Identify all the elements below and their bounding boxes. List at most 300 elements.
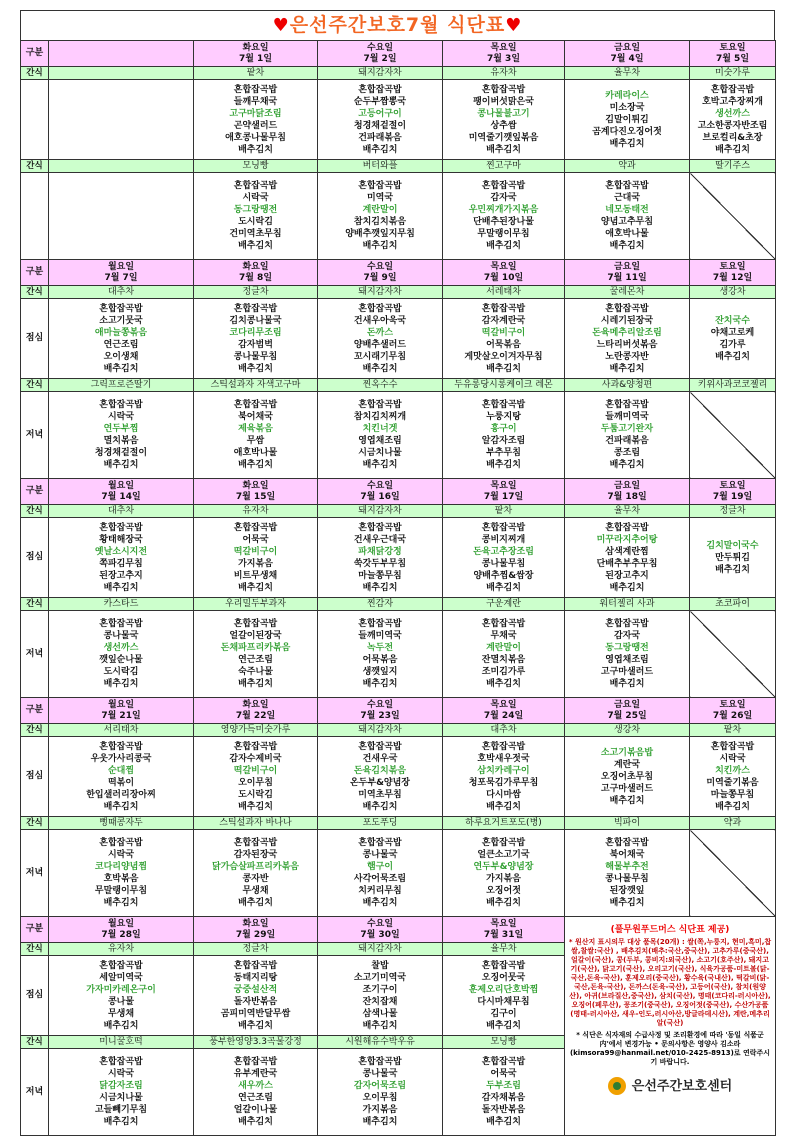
day-header-cell (318, 698, 443, 724)
dish-item: 누룽지탕 (486, 412, 521, 422)
weekday-label: 목요일 (490, 918, 517, 929)
dish-item: 만두튀김 (715, 552, 750, 563)
dinner-row (21, 611, 776, 698)
dish-item: 단배추부추무침 (596, 558, 658, 569)
snack-cell: 모닝빵 (443, 1036, 565, 1049)
dish-item: 배추김치 (609, 138, 645, 149)
date-label: 7월 25일 (607, 710, 647, 721)
meal-cell (194, 80, 318, 160)
dish-item: 오이무침 (362, 1093, 398, 1103)
weekday-label: 금요일 (613, 42, 641, 53)
dish-item: 배추김치 (238, 144, 273, 155)
date-label: 7월 23일 (360, 710, 400, 721)
snack-cell: 영양가득미숫가루 (194, 724, 318, 737)
dish-item: 감자국 (613, 631, 641, 641)
weekday-label: 월요일 (107, 261, 135, 272)
dish-item: 애마늘쫑볶음 (94, 327, 148, 338)
dish-item: 혼합잡곡밥 (358, 522, 402, 533)
heart-icon: ♥ (272, 15, 290, 36)
weekday-label: 목요일 (490, 699, 517, 710)
weekday-label: 토요일 (719, 480, 746, 491)
dish-item: 어묵볶음 (486, 339, 521, 350)
day-header-cell (690, 698, 776, 724)
snack-cell: 미니꿀호떡 (49, 1036, 194, 1049)
day-header-cell (443, 698, 565, 724)
dish-item: 혼합잡곡밥 (233, 960, 278, 971)
row-label: 저녁 (21, 611, 49, 698)
meal-cell (443, 80, 565, 160)
day-header-cell (443, 479, 565, 505)
dish-item: 콩조림 (613, 448, 641, 458)
logo-icon (608, 1077, 626, 1095)
dish-item: 두부조림 (486, 1081, 521, 1091)
dish-item: 생깻잎지 (362, 667, 398, 677)
dish-item: 꼬시래기무침 (353, 351, 407, 362)
dish-item: 시금치나물 (358, 448, 402, 458)
dish-item: 닭감자조림 (99, 1081, 143, 1091)
dish-item: 소고기뭇국 (99, 315, 143, 326)
meal-cell (443, 737, 565, 817)
dish-item: 배추김치 (238, 801, 273, 812)
dish-item: 혼합잡곡밥 (99, 741, 143, 752)
meal-cell (49, 956, 194, 1036)
dish-item: 콩나물 (107, 996, 135, 1007)
weekday-label: 수요일 (366, 261, 394, 272)
dish-item: 배추김치 (486, 241, 521, 251)
dish-item: 마늘쫑무침 (358, 570, 402, 581)
weekday-label: 월요일 (107, 480, 135, 491)
notice-box (565, 917, 776, 1136)
dish-item: 감자국 (490, 193, 517, 203)
meal-cell (49, 299, 194, 379)
day-header-cell (443, 260, 565, 286)
dish-item: 혼합잡곡밥 (99, 838, 143, 848)
dish-item: 배추김치 (609, 363, 645, 374)
dish-item: 콩나물무침 (233, 351, 278, 362)
dish-item: 조미김가루 (481, 667, 526, 677)
dish-item: 혼합잡곡밥 (481, 741, 526, 752)
dish-item: 치커리무침 (358, 886, 402, 896)
row-label: 점심 (21, 518, 49, 598)
meal-cell (690, 737, 776, 817)
snack-cell: 스틱설과자 자색고구마 (194, 379, 318, 392)
dish-item: 북어채국 (609, 850, 645, 860)
snack-cell: 돼지감자차 (318, 67, 443, 80)
dish-item: 배추김치 (362, 363, 398, 374)
day-header-cell (565, 260, 690, 286)
dish-item: 녹두전 (366, 643, 394, 653)
notice-footnote: * 식단은 식자재의 수급사정 및 조리환경에 따라 '동일 식품군 内'에서 변경가능 • 문의사항은 영양사 김소라 (kimsora99@hanmail.net/010-2425-8913)로 연락주시기 바랍니다. (569, 1031, 771, 1066)
meal-cell (49, 737, 194, 817)
weekday-label: 토요일 (719, 261, 746, 272)
weekday-label: 수요일 (366, 480, 394, 491)
empty-cell (690, 392, 776, 479)
dish-item: 배추김치 (486, 898, 521, 908)
dish-item: 삼치카레구이 (477, 765, 530, 776)
meal-cell (49, 830, 194, 917)
snack-row (21, 724, 776, 737)
dish-item: 배추김치 (103, 460, 139, 470)
dish-item: 잔치잡채 (362, 996, 398, 1007)
dish-item: 배추김치 (486, 679, 521, 689)
dish-item: 곰계다진오징어젓 (592, 126, 662, 137)
meal-cell (49, 518, 194, 598)
dish-item: 혼합잡곡밥 (99, 303, 143, 314)
date-label: 7월 19일 (712, 491, 753, 502)
snack-cell: 사과&양청편 (565, 379, 690, 392)
logo-text: 은선주간보호센터 (631, 1078, 733, 1094)
meal-cell (49, 1049, 194, 1136)
dish-item: 떡갈비구이 (233, 765, 278, 776)
row-label: 간식 (21, 598, 49, 611)
dish-item: 우웃가사리콩국 (90, 753, 152, 764)
meal-cell (318, 611, 443, 698)
dish-item: 돈육고추장조림 (473, 546, 534, 557)
snack-cell: 우리밀두부과자 (194, 598, 318, 611)
dish-item: 한입샐러리장아찌 (86, 789, 156, 800)
week-header-row (21, 260, 776, 286)
dish-item: 돈채파프리카볶음 (220, 643, 291, 653)
dish-item: 배추김치 (486, 144, 521, 155)
dish-item: 애호박나물 (233, 448, 278, 458)
dish-item: 코다리무조림 (229, 327, 282, 338)
snack-cell: 대추차 (49, 286, 194, 299)
dish-item: 배추김치 (362, 241, 398, 251)
dish-item: 청경채겉절이 (353, 120, 407, 131)
dish-item: 혼합잡곡밥 (710, 84, 755, 95)
dish-item: 콩나물국 (362, 850, 398, 860)
dish-item: 혼합잡곡밥 (481, 619, 526, 629)
snack-cell: 빅파이 (565, 817, 690, 830)
dish-item: 배추김치 (103, 363, 139, 374)
dish-item: 배추김치 (609, 795, 645, 806)
dish-item: 혼합잡곡밥 (233, 838, 278, 848)
dish-item: 돈까스 (366, 327, 394, 338)
notice-title: (풀무원푸드머스 식단표 제공) (610, 925, 730, 935)
snack-cell: 약과 (565, 160, 690, 173)
dish-item: 콩자반 (242, 874, 269, 884)
dish-item: 계란말이 (486, 643, 521, 653)
dish-item: 콩비지찌개 (481, 534, 526, 545)
dish-item: 배추김치 (715, 351, 750, 362)
dish-item: 혼합잡곡밥 (710, 741, 755, 752)
row-label: 간식 (21, 67, 49, 80)
snack-cell: 정글차 (194, 943, 318, 956)
weekday-label: 화요일 (242, 42, 269, 53)
dish-item: 우민찌개가지볶음 (468, 205, 539, 215)
snack-row (21, 379, 776, 392)
dish-item: 네모동태전 (605, 205, 649, 215)
dish-item: 오이생채 (103, 351, 139, 362)
dish-item: 얼갈이된장국 (229, 631, 282, 641)
dish-item: 배추김치 (103, 582, 139, 593)
dish-item: 참치김치찌개 (353, 412, 407, 422)
lunch-row (21, 737, 776, 817)
row-label: 간식 (21, 724, 49, 737)
dish-item: 혼합잡곡밥 (605, 522, 649, 533)
dish-item: 콩나물국 (103, 631, 139, 641)
dish-item: 계란말이 (362, 205, 398, 215)
dish-item: 떡갈비구이 (233, 546, 278, 557)
dish-item: 혼합잡곡밥 (481, 84, 526, 95)
meal-cell (690, 299, 776, 379)
weekday-label: 목요일 (490, 480, 517, 491)
date-label: 7월 11일 (607, 272, 647, 283)
date-label: 7월 8일 (238, 272, 273, 283)
dish-item: 미역초무침 (358, 789, 402, 800)
dish-item: 고소한콩자반조림 (697, 120, 768, 131)
snack-cell: 모닝빵 (194, 160, 318, 173)
dish-item: 오이무침 (238, 777, 273, 788)
meal-cell (565, 392, 690, 479)
row-label: 점심 (21, 956, 49, 1036)
weekday-label: 화요일 (242, 918, 269, 929)
lunch-row (21, 80, 776, 160)
date-label: 7월 5일 (715, 53, 750, 64)
date-label: 7월 3일 (486, 53, 521, 64)
dish-item: 배추김치 (238, 582, 273, 593)
dish-item: 배추김치 (238, 1117, 273, 1127)
dish-item: 미역줄기볶음 (706, 777, 759, 788)
dish-item: 시락국 (719, 753, 746, 764)
date-label: 7월 10일 (483, 272, 524, 283)
dish-item: 유부계란국 (233, 1069, 278, 1079)
meal-cell (49, 80, 194, 160)
meal-cell (318, 518, 443, 598)
dish-item: 오징어뭇국 (481, 972, 526, 983)
dish-item: 미역줄기깻잎볶음 (468, 132, 539, 143)
dish-item: 혼합잡곡밥 (481, 181, 526, 191)
dish-item: 감자어묵조림 (353, 1081, 407, 1091)
snack-cell: 율무차 (565, 67, 690, 80)
snack-cell: 돼지감자차 (318, 505, 443, 518)
dish-item: 시락국 (107, 412, 135, 422)
dish-item: 혼합잡곡밥 (481, 522, 526, 533)
dish-item: 동그랑땡전 (605, 643, 649, 653)
dish-item: 치킨너겟 (362, 424, 398, 434)
dish-item: 가자미카레온구이 (86, 984, 156, 995)
dish-item: 고구마샐러드 (600, 783, 654, 794)
dish-item: 애호박나물 (605, 229, 649, 239)
snack-cell: 그릭프로즌딸기 (49, 379, 194, 392)
dish-item: 제육볶음 (238, 424, 273, 434)
dish-item: 연근조림 (238, 655, 273, 665)
dish-item: 건새우아욱국 (353, 315, 407, 326)
meal-cell (443, 956, 565, 1036)
dish-item: 양배추샐러드 (353, 339, 407, 350)
week-header-row (21, 479, 776, 505)
dish-item: 햄구이 (366, 862, 394, 872)
dish-item: 비트무생채 (233, 570, 278, 581)
dish-item: 북어채국 (238, 412, 273, 422)
dish-item: 연두부찜 (103, 424, 139, 434)
meal-cell (690, 518, 776, 598)
dish-item: 콩나물무침 (481, 558, 526, 569)
dish-item: 삼색계란찜 (605, 546, 649, 557)
row-label: 구분 (21, 917, 49, 943)
dish-item: 배추김치 (362, 898, 398, 908)
weekday-label: 토요일 (719, 42, 746, 53)
lunch-row (21, 299, 776, 379)
dish-item: 혼합잡곡밥 (605, 619, 649, 629)
dish-item: 감자계란국 (481, 315, 526, 326)
dish-item: 계란국 (613, 759, 641, 770)
dish-item: 배추김치 (715, 144, 750, 155)
dish-item: 참치김치볶음 (353, 217, 407, 227)
meal-cell (194, 611, 318, 698)
dish-item: 생선까스 (715, 108, 750, 119)
snack-cell: 율무차 (565, 505, 690, 518)
dish-item: 소고기미역국 (353, 972, 407, 983)
dish-item: 혼합잡곡밥 (233, 181, 278, 191)
meal-cell (443, 1049, 565, 1136)
dish-item: 혼합잡곡밥 (99, 960, 143, 971)
dish-item: 도시락김 (238, 217, 273, 227)
day-header-cell (690, 260, 776, 286)
date-label: 7월 29일 (235, 929, 276, 940)
day-header-cell (690, 479, 776, 505)
dish-item: 옛날소시지전 (94, 546, 148, 557)
snack-cell: 딸기주스 (690, 160, 776, 173)
dish-item: 배추김치 (362, 679, 398, 689)
dish-item: 혼합잡곡밥 (358, 400, 402, 410)
snack-cell: 풍부한영양3.3곡물강정 (194, 1036, 318, 1049)
dish-item: 배추김치 (103, 1117, 139, 1127)
menu-table (20, 40, 776, 1136)
dish-item: 어묵국 (242, 534, 269, 545)
row-label: 간식 (21, 160, 49, 173)
dish-item: 혼합잡곡밥 (99, 400, 143, 410)
dish-item: 배추김치 (609, 241, 645, 251)
dish-item: 코다리양념찜 (94, 862, 148, 872)
dish-item: 황태해장국 (99, 534, 143, 545)
snack-cell: 생강차 (565, 724, 690, 737)
row-label: 간식 (21, 1036, 49, 1049)
snack-cell: 초코파이 (690, 598, 776, 611)
dish-item: 어묵볶음 (362, 655, 398, 665)
snack-row (21, 598, 776, 611)
dish-item: 된장깻잎 (609, 886, 645, 896)
dish-item: 배추김치 (238, 898, 273, 908)
menu-sheet (20, 10, 775, 1127)
empty-cell (690, 830, 776, 917)
dish-item: 혼합잡곡밥 (481, 960, 526, 971)
row-label: 저녁 (21, 1049, 49, 1136)
dish-item: 삼색나물 (362, 1008, 398, 1019)
row-label: 저녁 (21, 392, 49, 479)
snack-cell: 유자차 (49, 943, 194, 956)
dish-item: 혼합잡곡밥 (99, 619, 143, 629)
day-header-cell (565, 479, 690, 505)
snack-row (21, 505, 776, 518)
snack-cell (49, 160, 194, 173)
snack-cell: 팥차 (690, 724, 776, 737)
empty-cell (690, 173, 776, 260)
snack-row (21, 67, 776, 80)
meal-cell (318, 80, 443, 160)
row-label: 구분 (21, 41, 49, 67)
date-label: 7월 22일 (235, 710, 276, 721)
meal-cell (565, 737, 690, 817)
dish-item: 궁중설산적 (233, 984, 278, 995)
date-label: 7월 24일 (483, 710, 524, 721)
snack-cell: 포도푸딩 (318, 817, 443, 830)
dish-item: 콩나물불고기 (477, 108, 530, 119)
dish-item: 혼합잡곡밥 (605, 400, 649, 410)
dish-item: 혼합잡곡밥 (99, 522, 143, 533)
snack-cell: 팥차 (443, 505, 565, 518)
dish-item: 세알미역국 (99, 972, 143, 983)
dish-item: 얼갈이나물 (233, 1105, 278, 1115)
dish-item: 콩나물국 (362, 1069, 398, 1079)
dish-item: 배추김치 (486, 1020, 521, 1031)
date-label: 7월 18일 (607, 491, 647, 502)
dish-item: 배추김치 (238, 241, 273, 251)
dish-item: 순대찜 (107, 765, 135, 776)
heart-icon: ♥ (505, 15, 523, 36)
meal-cell (318, 173, 443, 260)
row-label: 구분 (21, 698, 49, 724)
dish-item: 연근조림 (103, 339, 139, 350)
dish-item: 알감자조림 (481, 436, 526, 446)
dish-item: 고들빼기무침 (94, 1105, 148, 1115)
date-label: 7월 7일 (104, 272, 138, 283)
meal-cell (443, 392, 565, 479)
snack-cell: 찐고구마 (443, 160, 565, 173)
dish-item: 배추김치 (609, 460, 645, 470)
dish-item: 건파래볶음 (605, 436, 649, 446)
dish-item: 숙주나물 (238, 667, 273, 677)
dish-item: 닭가슴살파프리카볶음 (212, 862, 299, 872)
dish-item: 미역국 (366, 193, 394, 203)
dish-item: 혼합잡곡밥 (233, 84, 278, 95)
dish-item: 배추김치 (103, 1020, 139, 1031)
dish-item: 부추무침 (486, 448, 521, 458)
dish-item: 도시락김 (238, 789, 273, 800)
snack-cell: 스틱설과자 바나나 (194, 817, 318, 830)
day-header-cell (49, 479, 194, 505)
dish-item: 얼큰소고기국 (477, 850, 530, 860)
dish-item: 잔멸치볶음 (481, 655, 526, 665)
dish-item: 돈육김치볶음 (353, 765, 407, 776)
dish-item: 배추김치 (609, 582, 645, 593)
dish-item: 생선까스 (103, 643, 139, 653)
snack-cell (49, 67, 194, 80)
date-label: 7월 12일 (712, 272, 753, 283)
snack-cell: 유자차 (443, 67, 565, 80)
meal-cell (318, 299, 443, 379)
day-header-cell (318, 41, 443, 67)
date-label: 7월 31일 (483, 929, 524, 940)
dish-item: 찰밥 (371, 960, 389, 971)
meal-cell (49, 392, 194, 479)
meal-cell (443, 830, 565, 917)
dish-item: 김말이튀김 (605, 114, 649, 125)
dish-item: 느타리버섯볶음 (596, 339, 658, 350)
dish-item: 청경채겉절이 (94, 448, 148, 458)
notice-text: * 원산지 표시의무 대상 품목(20개) : 쌀(쪽,누룽지, 현미,흑미,찹쌀,찰쌀:국산) , 배추김치(배추:국산,중국산), 고추가루(중국산), 얼갈이(국산), 콩(두부, 콩비지:외국산), 소고기(호주산), 돼지고기(국산), 닭고기(국산), 오리고기(국산), 식육가공품-미트볼(닭-국산,돈육-국산), 훈제오리(중국산), 황수육(국내산), 떡갈비(닭-국산,돈육-국산), 돈까스(돈육-국산), 고등어(국산), 참치(원양산), 아귀(브라질산,중국산), 삼치(국산), 명태(코다리-러시아산), 오징어(페루산), 꽁조기(중국산), 오징어젓(중국산), 수산가공품(명태-러시아산, 새우-인도,러시아산,방글라데시산), 계란,메추리알(국산) (568, 938, 772, 1027)
dish-item: 혼합잡곡밥 (358, 1057, 402, 1067)
dish-item: 혼합잡곡밥 (358, 741, 402, 752)
dish-item: 콩나물무침 (605, 874, 649, 884)
dish-item: 혼합잡곡밥 (358, 619, 402, 629)
dish-item: 새우까스 (238, 1081, 273, 1091)
date-label: 7월 15일 (235, 491, 276, 502)
dish-item: 혼합잡곡밥 (481, 1057, 526, 1067)
dish-item: 미소장국 (609, 102, 645, 113)
meal-cell (565, 173, 690, 260)
dish-item: 배추김치 (238, 1020, 273, 1031)
